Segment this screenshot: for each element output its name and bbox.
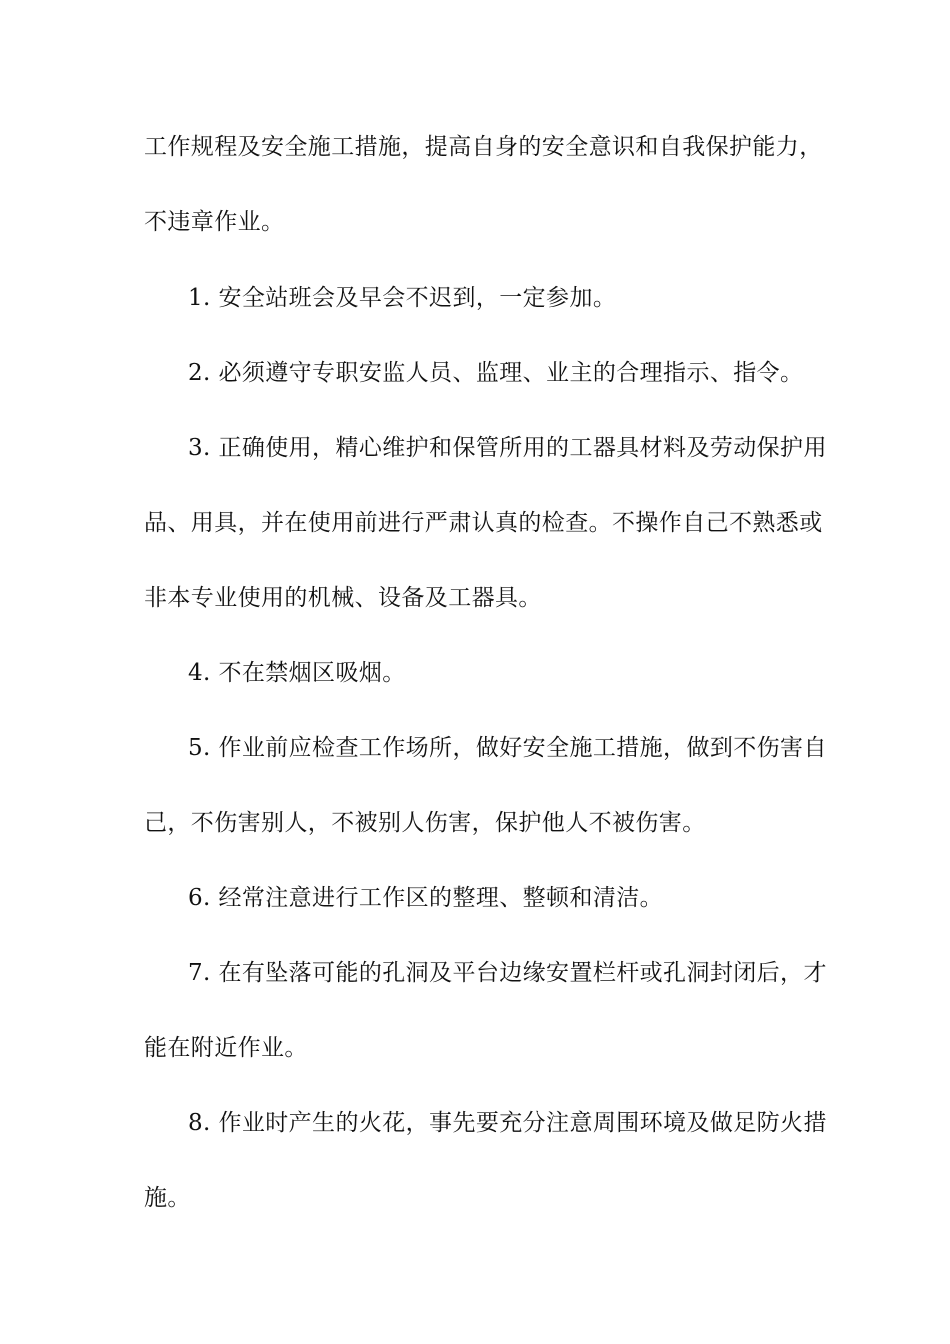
text-line-3: 1. 安全站班会及早会不迟到，一定参加。 — [188, 285, 617, 311]
text-line-7: 非本专业使用的机械、设备及工器具。 — [144, 585, 542, 611]
text-line-4: 2. 必须遵守专职安监人员、监理、业主的合理指示、指令。 — [188, 360, 804, 386]
text-line-8: 4. 不在禁烟区吸烟。 — [188, 660, 406, 686]
text-line-11: 6. 经常注意进行工作区的整理、整顿和清洁。 — [188, 885, 664, 911]
text-line-10: 己，不伤害别人，不被别人伤害，保护他人不被伤害。 — [144, 810, 706, 836]
text-line-1: 工作规程及安全施工措施，提高自身的安全意识和自我保护能力， — [144, 134, 823, 160]
text-line-2: 不违章作业。 — [144, 209, 285, 235]
text-line-9: 5. 作业前应检查工作场所，做好安全施工措施，做到不伤害自 — [188, 735, 827, 761]
text-line-6: 品、用具，并在使用前进行严肃认真的检查。不操作自己不熟悉或 — [144, 510, 823, 536]
text-line-13: 能在附近作业。 — [144, 1035, 308, 1061]
text-line-14: 8. 作业时产生的火花，事先要充分注意周围环境及做足防火措 — [188, 1110, 827, 1136]
text-line-12: 7. 在有坠落可能的孔洞及平台边缘安置栏杆或孔洞封闭后，才 — [188, 960, 827, 986]
text-line-15: 施。 — [144, 1185, 191, 1211]
text-line-5: 3. 正确使用，精心维护和保管所用的工器具材料及劳动保护用 — [188, 435, 827, 461]
